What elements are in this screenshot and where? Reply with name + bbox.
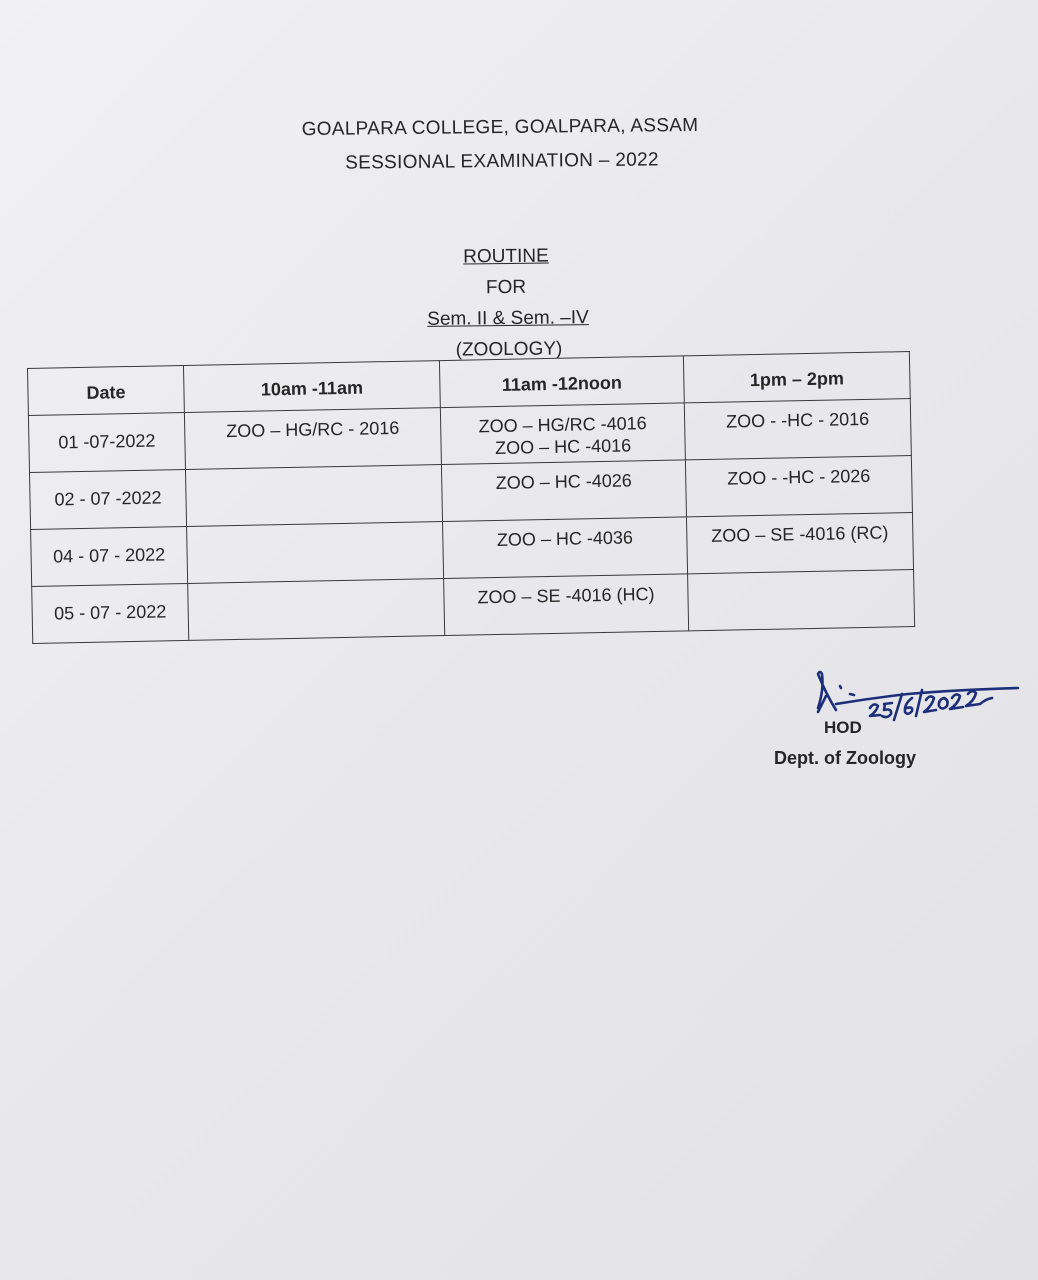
exam-entry: ZOO - -HC - 2016 (725, 408, 870, 432)
slot1-cell (185, 465, 442, 527)
hod-signature (812, 664, 1022, 724)
slot2-cell (440, 403, 685, 465)
date-cell: 02 - 07 -2022 (30, 469, 187, 529)
exam-entry: ZOO – SE -4016 (RC) (711, 522, 889, 546)
exam-entry: ZOO – HG/RC -4016 (478, 413, 647, 437)
hod-label: HOD (824, 718, 862, 737)
routine-table (27, 351, 915, 644)
exam-entry: ZOO – HC -4026 (495, 470, 632, 494)
routine-heading: ROUTINE (463, 245, 549, 268)
exam-entry: ZOO – HG/RC - 2016 (226, 417, 400, 442)
date-cell: 04 - 07 - 2022 (31, 526, 188, 586)
slot1-cell (187, 522, 444, 584)
column-header-slot2: 11am -12noon (439, 356, 684, 408)
exam-entry: ZOO – HC -4016 (494, 435, 632, 459)
exam-entry (194, 587, 437, 592)
slot3-cell (686, 513, 913, 574)
department-label: Dept. of Zoology (774, 748, 916, 768)
date-cell: 05 - 07 - 2022 (32, 583, 189, 643)
exam-entry (192, 473, 435, 478)
exam-title: SESSIONAL EXAMINATION – 2022 (345, 149, 659, 174)
column-header-date: Date (28, 365, 185, 415)
column-header-slot1: 10am -11am (183, 361, 440, 413)
exam-entry (193, 530, 436, 535)
college-title: GOALPARA COLLEGE, GOALPARA, ASSAM (301, 114, 699, 141)
exam-entry: ZOO – SE -4016 (HC) (477, 583, 655, 608)
slot2-cell (443, 517, 688, 579)
slot3-cell (685, 456, 912, 517)
exam-entry (694, 578, 907, 582)
slot2-cell (441, 460, 686, 522)
slot2-cell (444, 574, 689, 636)
slot1-cell (188, 579, 445, 641)
slot1-cell (184, 408, 441, 470)
column-header-slot3: 1pm – 2pm (683, 352, 910, 403)
exam-entry: ZOO – HC -4036 (496, 527, 634, 551)
slot3-cell (688, 570, 915, 631)
semester-label: Sem. II & Sem. –IV (427, 307, 589, 330)
date-cell: 01 -07-2022 (28, 412, 185, 472)
subject-label: (ZOOLOGY) (455, 338, 563, 361)
routine-table-container (27, 351, 914, 644)
exam-entry: ZOO - -HC - 2026 (727, 465, 871, 489)
for-label: FOR (485, 276, 527, 299)
slot3-cell (684, 399, 911, 460)
